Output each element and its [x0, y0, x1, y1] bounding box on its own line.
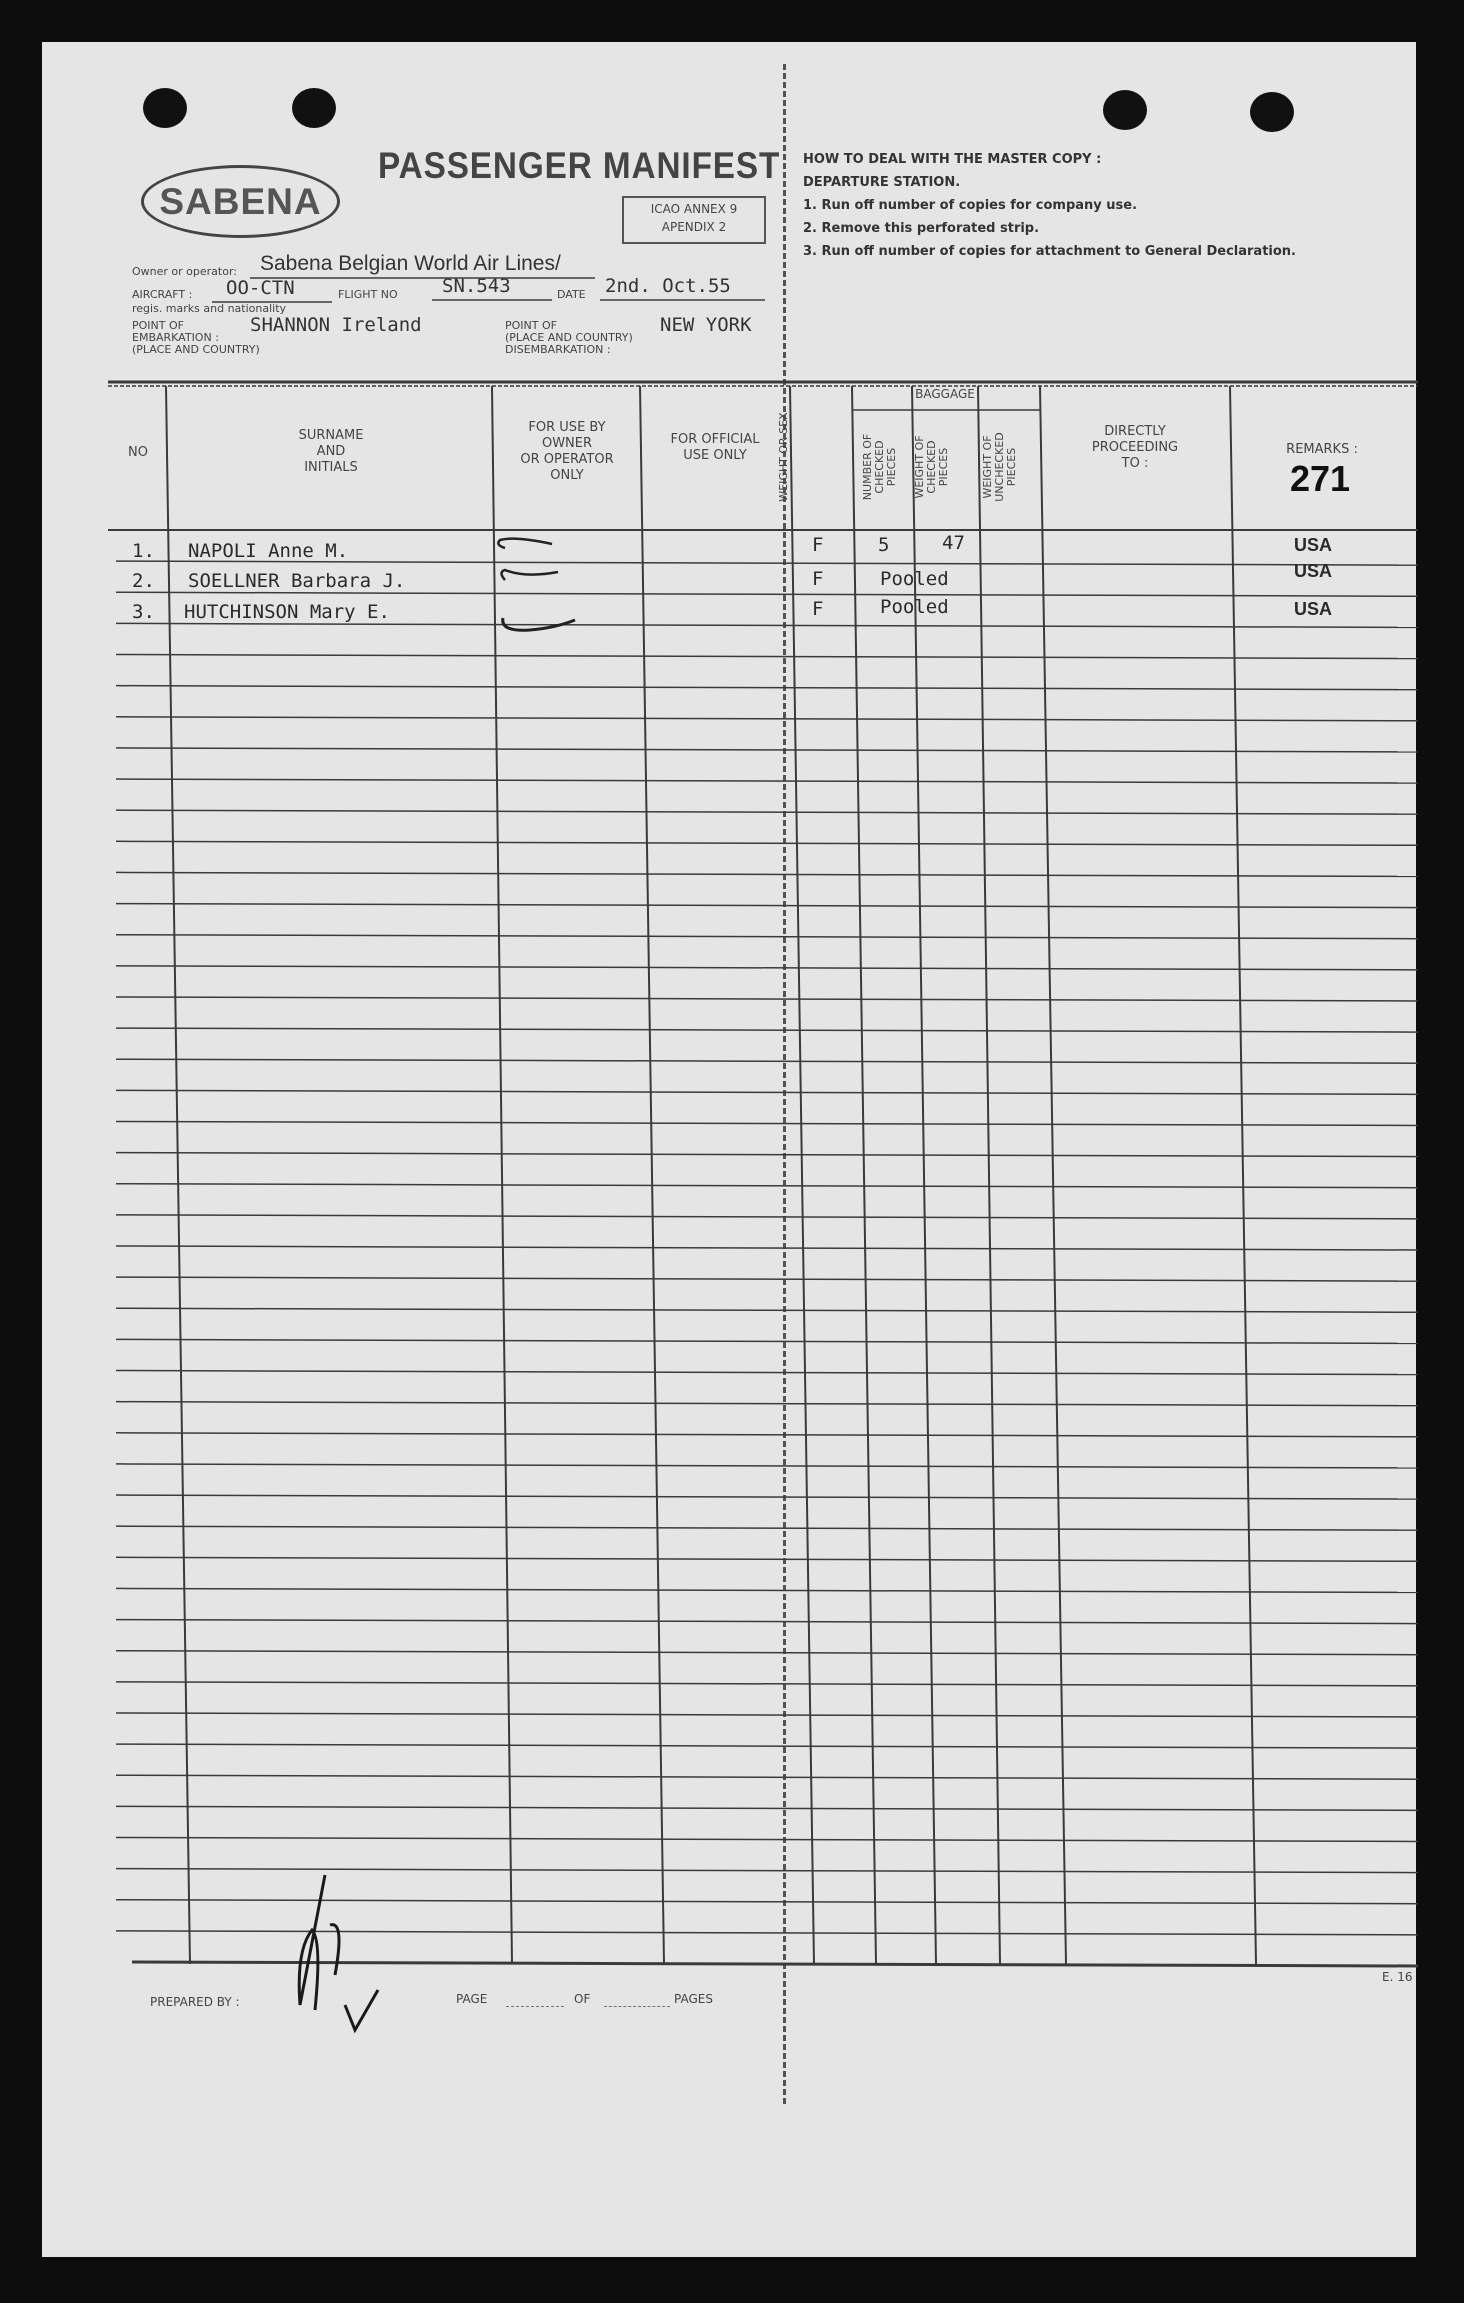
table-row-line — [116, 1713, 1418, 1717]
sabena-logo: SABENA — [141, 165, 340, 238]
table-row-line — [116, 1308, 1418, 1312]
col-header-directly-3: TO : — [1121, 456, 1149, 471]
table-row-line — [116, 1495, 1418, 1499]
table-row-line — [116, 1588, 1418, 1592]
table-row-line — [116, 1215, 1418, 1219]
col-header-surname-3: INITIALS — [304, 460, 358, 475]
table-row-line — [116, 1806, 1418, 1810]
col-header-number-checked-3: PIECES — [885, 447, 898, 487]
col-header-remarks: REMARKS : — [1286, 442, 1358, 457]
passenger-remark: USA — [1294, 561, 1333, 581]
row-no: 3. — [132, 601, 155, 623]
col-header-number-checked-2: CHECKED — [873, 440, 886, 494]
table-row-line — [116, 1246, 1418, 1250]
col-divider-sex — [852, 386, 876, 1964]
table-row-line — [116, 1433, 1418, 1437]
table-row-line — [116, 1775, 1418, 1779]
col-header-directly-1: DIRECTLY — [1104, 424, 1166, 439]
icao-line-1: ICAO ANNEX 9 — [650, 202, 738, 216]
disembark-label-3: DISEMBARKATION : — [505, 343, 611, 356]
col-header-weight-unchecked-1: WEIGHT OF — [981, 435, 994, 499]
col-header-owner-3: OR OPERATOR — [520, 452, 614, 467]
table-row-line — [116, 1371, 1418, 1375]
col-header-weight-sex: WEIGHT OR SEX — [777, 412, 790, 502]
col-header-weight-unchecked — [982, 412, 1018, 522]
icao-line-2: APENDIX 2 — [661, 220, 727, 234]
checked-pieces: 5 — [878, 534, 890, 556]
embark-label-1: POINT OF — [132, 319, 184, 332]
col-header-weight-checked-1: WEIGHT OF — [913, 435, 926, 499]
table-row-line — [116, 966, 1418, 970]
instruction-item: 1. Run off number of copies for company use. — [803, 198, 1138, 213]
table-row-line — [116, 1121, 1418, 1125]
table-row-line — [116, 904, 1418, 908]
row-no: 1. — [132, 540, 155, 562]
prepared-by-label: PREPARED BY : — [150, 1995, 240, 2009]
table-row-line — [116, 717, 1418, 721]
table-bottom-border — [132, 1962, 1418, 1966]
col-header-directly-2: PROCEEDING — [1091, 440, 1179, 455]
col-divider-owner — [640, 386, 664, 1964]
table-row-line — [116, 623, 1418, 627]
table-row-line — [116, 686, 1418, 690]
page-number-line — [506, 2006, 564, 2007]
disembark-value: NEW YORK — [660, 314, 752, 336]
flight-label: FLIGHT NO — [338, 288, 398, 301]
col-header-official-1: FOR OFFICIAL — [670, 432, 760, 447]
table-row-line — [116, 1028, 1418, 1032]
pages-label: PAGES — [674, 1992, 713, 2006]
table-row-line — [116, 779, 1418, 783]
col-divider-directly — [1230, 386, 1256, 1964]
table-row-line — [116, 1931, 1418, 1935]
col-header-weight-unchecked-3: PIECES — [1005, 447, 1018, 487]
col-header-directly — [1040, 424, 1230, 472]
passenger-sex: F — [812, 598, 824, 620]
col-header-surname-2: AND — [316, 444, 346, 459]
embark-label-2: EMBARKATION : — [132, 331, 219, 344]
col-header-weight-unchecked-2: UNCHECKED — [993, 432, 1006, 502]
table-row-line — [116, 997, 1418, 1001]
aircraft-value: OO-CTN — [226, 277, 295, 299]
col-header-weight-checked-2: CHECKED — [925, 440, 938, 494]
col-header-weight-checked-3: PIECES — [937, 447, 950, 487]
passenger-remark: USA — [1294, 599, 1333, 619]
table-row-line — [116, 1090, 1418, 1094]
table-row-line — [116, 1059, 1418, 1063]
col-header-official — [642, 432, 788, 464]
baggage-pooled: Pooled — [880, 596, 949, 618]
table-row-line — [116, 1184, 1418, 1188]
passenger-name: HUTCHINSON Mary E. — [184, 601, 390, 623]
remarks-number: 271 — [1290, 458, 1351, 499]
table-row-line — [116, 1526, 1418, 1530]
instruction-item: 2. Remove this perforated strip. — [803, 221, 1040, 236]
aircraft-label: AIRCRAFT : — [132, 288, 193, 301]
embark-value: SHANNON Ireland — [250, 314, 422, 336]
table-row-line — [116, 1464, 1418, 1468]
disembark-label-1: POINT OF — [505, 319, 557, 332]
col-header-no: NO — [128, 445, 148, 460]
passenger-name: SOELLNER Barbara J. — [188, 570, 406, 592]
col-header-owner-2: OWNER — [541, 436, 593, 451]
col-header-surname-1: SURNAME — [298, 428, 364, 443]
col-header-owner-1: FOR USE BY — [528, 420, 606, 435]
col-header-number-checked — [862, 412, 898, 522]
table-row-line — [116, 1557, 1418, 1561]
embark-label-3: (PLACE AND COUNTRY) — [132, 343, 260, 356]
col-header-official-2: USE ONLY — [683, 448, 747, 463]
passenger-remark: USA — [1294, 535, 1333, 555]
flight-value: SN.543 — [442, 275, 511, 297]
date-value: 2nd. Oct.55 — [605, 275, 731, 297]
table-row-line — [116, 810, 1418, 814]
col-divider-bag-unchecked — [1040, 386, 1066, 1964]
table-row-line — [116, 1402, 1418, 1406]
table-row-line — [116, 1900, 1418, 1904]
table-row-line — [116, 748, 1418, 752]
table-row-line — [116, 1651, 1418, 1655]
page-label: PAGE — [456, 1992, 488, 2006]
table-row-line — [116, 655, 1418, 659]
table-row-line — [116, 1869, 1418, 1873]
checked-weight: 47 — [942, 532, 965, 554]
instructions-heading-1: HOW TO DEAL WITH THE MASTER COPY : — [803, 152, 1102, 167]
col-divider-official — [790, 386, 814, 1964]
col-header-surname — [170, 428, 492, 476]
col-header-owner — [494, 420, 640, 484]
col-divider-bag-number — [912, 386, 936, 1964]
instructions-heading-2: DEPARTURE STATION. — [803, 175, 961, 190]
owner-label: Owner or operator: — [132, 265, 237, 278]
passenger-name: NAPOLI Anne M. — [188, 540, 349, 562]
baggage-pooled: Pooled — [880, 568, 949, 590]
table-row-line — [116, 592, 1418, 596]
table-row-line — [116, 1277, 1418, 1281]
table-row-line — [116, 872, 1418, 876]
page-title: PASSENGER MANIFEST — [378, 145, 781, 186]
row-no: 2. — [132, 570, 155, 592]
col-divider-bag-weight — [978, 386, 1000, 1964]
regis-label: regis. marks and nationality — [132, 302, 287, 315]
table-row-line — [116, 1682, 1418, 1686]
col-header-owner-4: ONLY — [550, 468, 584, 483]
of-label: OF — [574, 1992, 591, 2006]
table-row-line — [116, 1744, 1418, 1748]
owner-value: Sabena Belgian World Air Lines/ — [260, 252, 561, 275]
table-row-line — [116, 1339, 1418, 1343]
passenger-sex: F — [812, 534, 824, 556]
col-header-number-checked-1: NUMBER OF — [861, 433, 874, 501]
table-row-line — [116, 1620, 1418, 1624]
disembark-label-2: (PLACE AND COUNTRY) — [505, 331, 633, 344]
page-total-line — [604, 2006, 670, 2007]
passenger-sex: F — [812, 568, 824, 590]
col-header-baggage: BAGGAGE — [915, 387, 975, 401]
table-row-line — [116, 1837, 1418, 1841]
table-row-line — [116, 935, 1418, 939]
instruction-item: 3. Run off number of copies for attachment to General Declaration. — [803, 244, 1296, 259]
date-label: DATE — [557, 288, 586, 301]
col-divider-surname — [492, 386, 512, 1964]
table-row-line — [116, 1153, 1418, 1157]
table-row-line — [116, 841, 1418, 845]
form-code: E. 16 — [1382, 1970, 1413, 1984]
col-header-weight-checked — [914, 412, 950, 522]
